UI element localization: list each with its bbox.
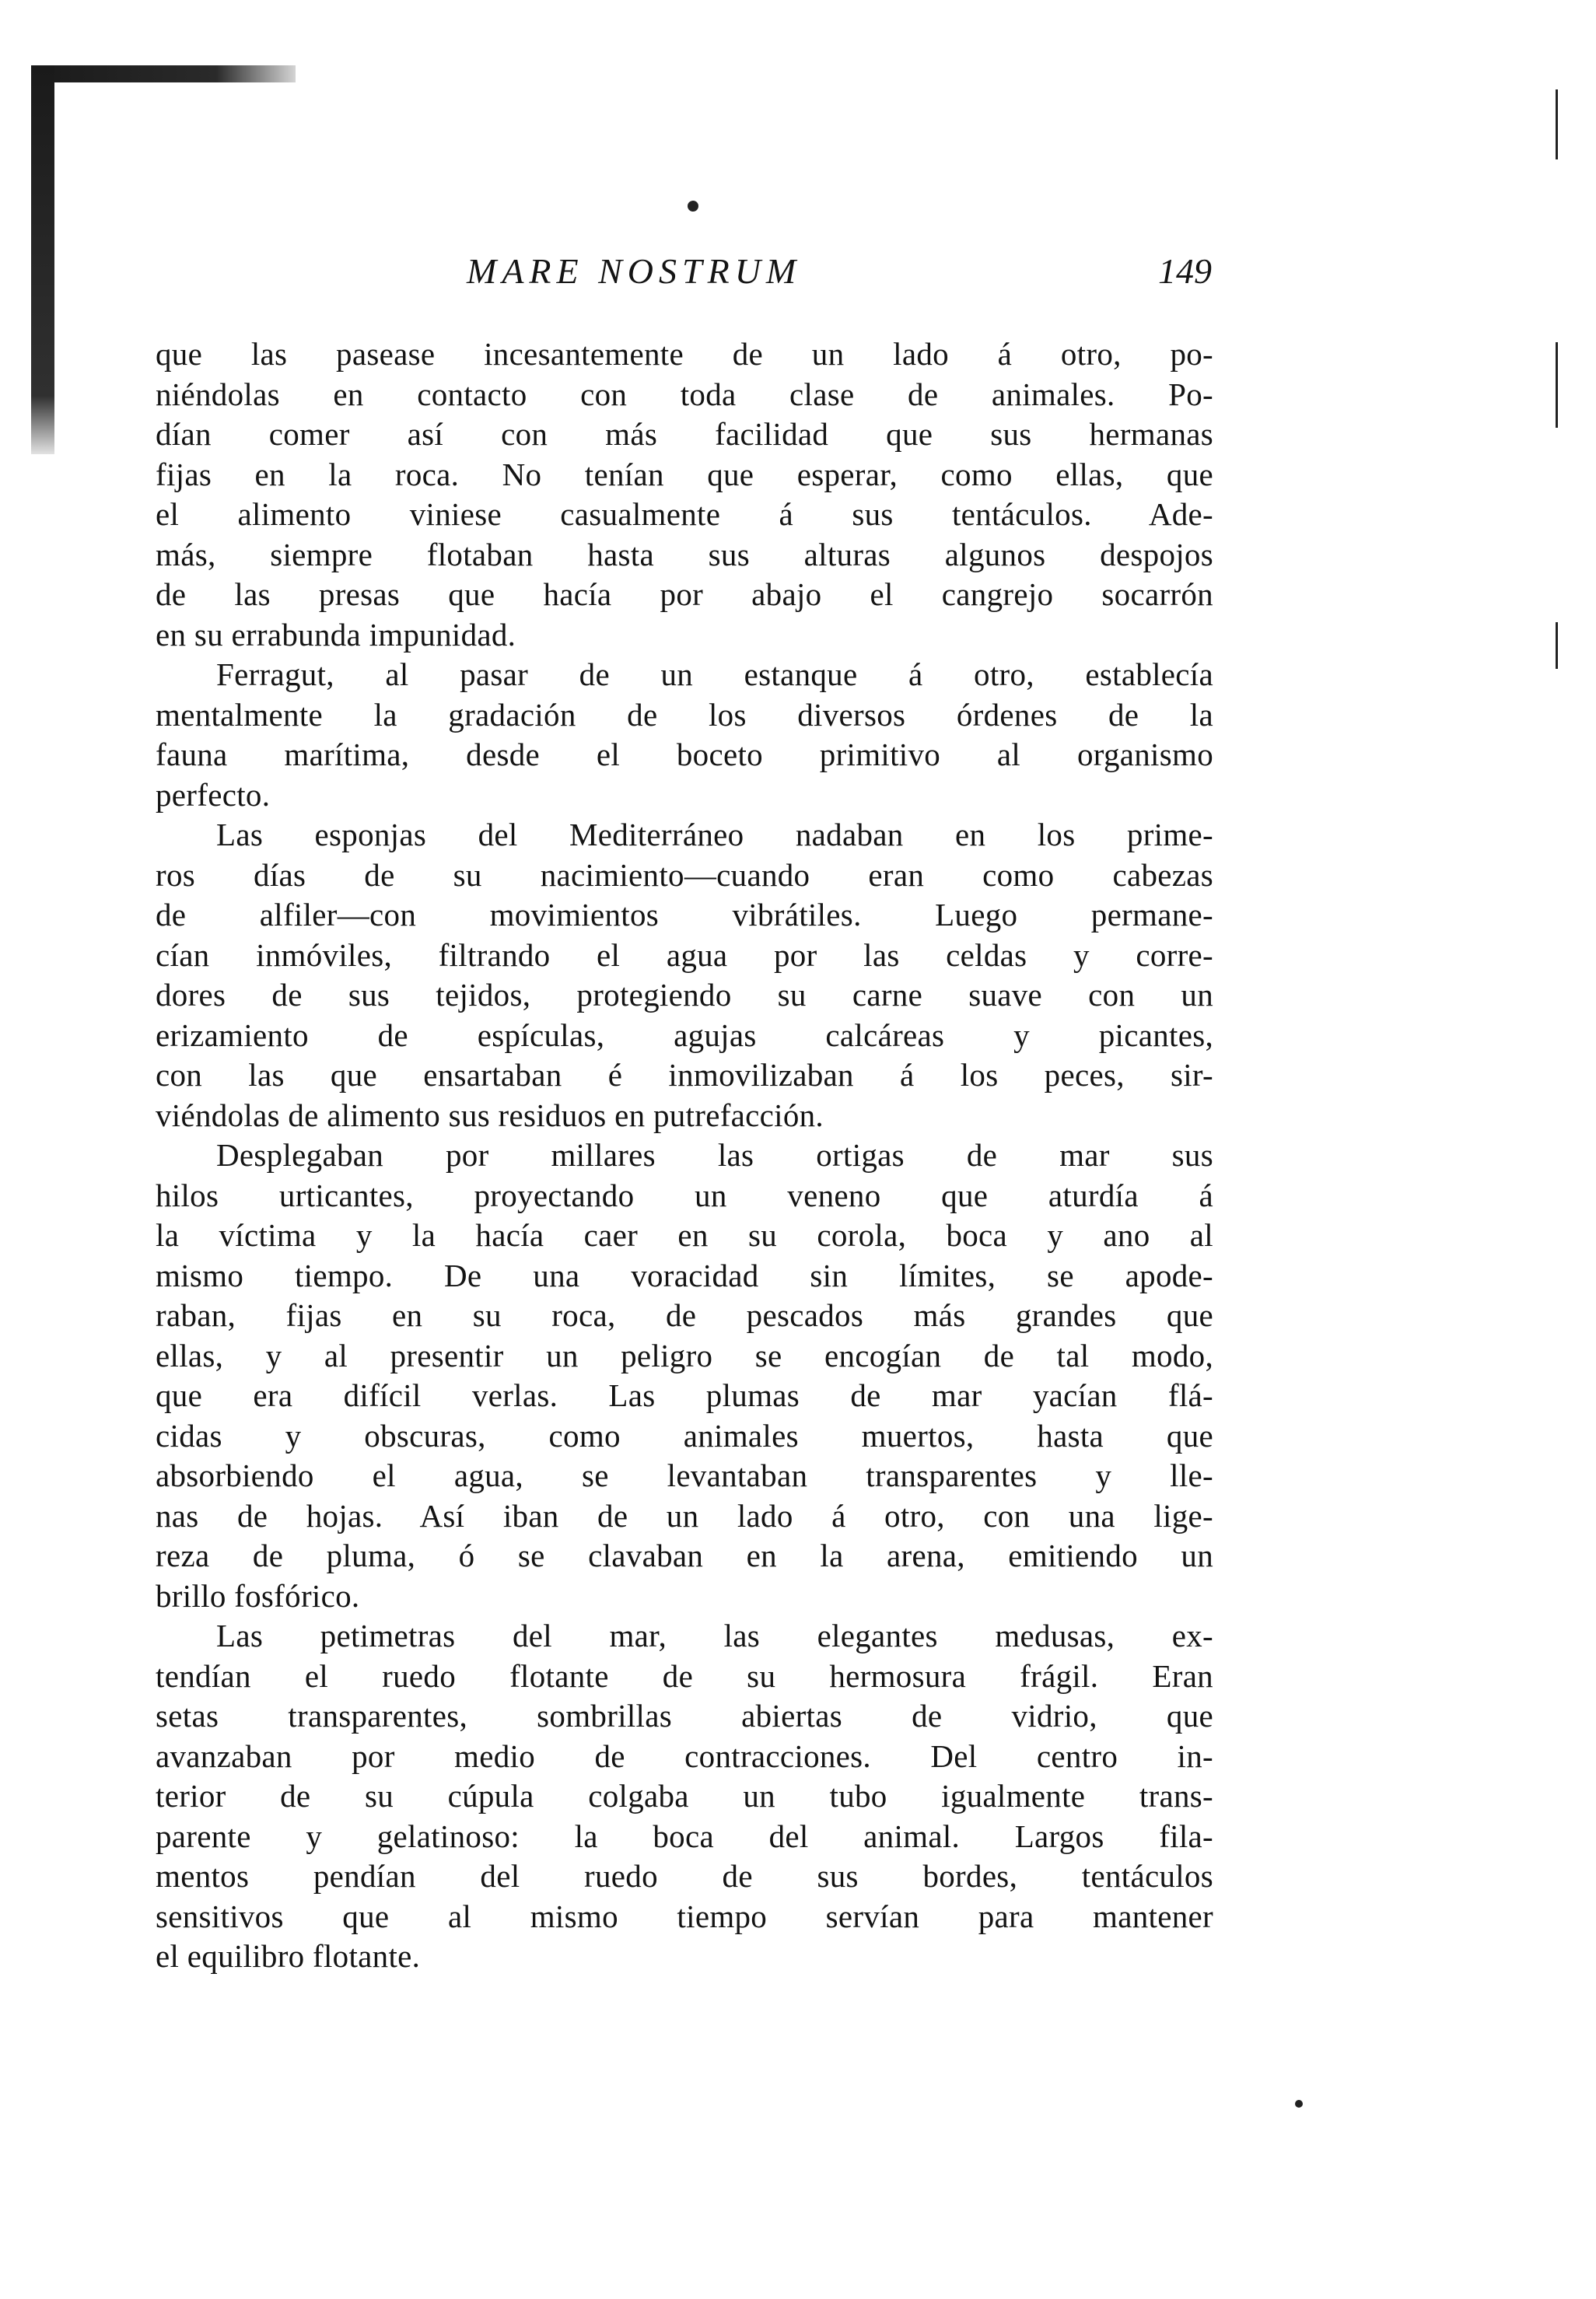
scan-mark-right-top [1556,89,1558,159]
text-line: nas de hojas. Así iban de un lado á otro, con una lige- [156,1497,1213,1534]
running-head [156,250,1221,297]
text-line: sensitivos que al mismo tiempo servían para mantener [156,1898,1213,1934]
text-line: dores de sus tejidos, protegiendo su carne suave con un [156,977,1213,1013]
text-line: Desplegaban por millares las ortigas de mar sus [216,1137,1213,1173]
text-line: el alimento viniese casualmente á sus tentáculos. Ade- [156,496,1213,532]
text-line: más, siempre flotaban hasta sus alturas algunos despojos [156,536,1213,572]
text-line: raban, fijas en su roca, de pescados más grandes que [156,1297,1213,1333]
text-line: fauna marítima, desde el boceto primitivo al organismo [156,737,1213,772]
scan-edge-top [31,65,296,82]
paragraph [156,1136,1213,1616]
text-line: brillo fosfórico. [156,1577,360,1614]
text-line: dían comer así con más facilidad que sus hermanas [156,416,1213,452]
text-line: en su errabunda impunidad. [156,616,516,653]
text-line: mismo tiempo. De una voracidad sin límites, se apode- [156,1257,1213,1293]
ink-speck-header [688,201,698,212]
text-line: perfecto. [156,776,271,813]
text-line: Las esponjas del Mediterráneo nadaban en los prime- [216,817,1213,852]
text-line: ellas, y al presentir un peligro se encogían de tal modo, [156,1337,1213,1373]
running-title: MARE NOSTRUM [467,251,802,291]
text-line: cidas y obscuras, como animales muertos, hasta que [156,1417,1213,1454]
text-line: la víctima y la hacía caer en su corola, boca y ano al [156,1217,1213,1253]
page-number: 149 [1158,251,1212,291]
text-line: absorbiendo el agua, se levantaban transparentes y lle- [156,1457,1213,1493]
text-line: avanzaban por medio de contracciones. Del centro in- [156,1737,1213,1774]
scan-mark-right-middle [1556,342,1558,428]
text-line: mentos pendían del ruedo de sus bordes, tentáculos [156,1858,1213,1894]
text-line: Las petimetras del mar, las elegantes medusas, ex- [216,1618,1213,1653]
text-line: Ferragut, al pasar de un estanque á otro, establecía [216,656,1213,692]
text-line: terior de su cúpula colgaba un tubo igualmente trans- [156,1778,1213,1814]
text-line: fijas en la roca. No tenían que esperar, como ellas, que [156,456,1213,492]
paragraph [156,1616,1213,1977]
text-line: tendían el ruedo flotante de su hermosura frágil. Eran [156,1657,1213,1694]
scan-edge-left [31,65,54,454]
text-line: mentalmente la gradación de los diversos órdenes de la [156,696,1213,733]
paragraph [156,815,1213,1136]
paragraph [156,655,1213,815]
text-line: que era difícil verlas. Las plumas de mar yacían flá- [156,1377,1213,1413]
text-line: que las pasease incesantemente de un lado á otro, po- [156,336,1213,372]
text-line: de las presas que hacía por abajo el cangrejo socarrón [156,576,1213,612]
text-line: el equilibro flotante. [156,1938,421,1974]
text-line: viéndolas de alimento sus residuos en putrefacción. [156,1097,824,1133]
text-line: con las que ensartaban é inmovilizaban á los peces, sir- [156,1057,1213,1093]
text-line: erizamiento de espículas, agujas calcáreas y picantes, [156,1017,1213,1053]
ink-speck-bottom [1295,2100,1303,2108]
text-line: de alfiler—con movimientos vibrátiles. Luego permane- [156,897,1213,933]
text-line: niéndolas en contacto con toda clase de animales. Po- [156,376,1213,412]
text-line: reza de pluma, ó se clavaban en la arena, emitiendo un [156,1538,1213,1573]
text-line: parente y gelatinoso: la boca del animal. Largos fila- [156,1818,1213,1854]
text-line: cían inmóviles, filtrando el agua por las celdas y corre- [156,936,1213,973]
page-text [156,334,1213,1977]
paragraph [156,334,1213,655]
scan-mark-right-lower [1556,622,1558,669]
text-line: ros días de su nacimiento—cuando eran como cabezas [156,856,1213,893]
text-line: setas transparentes, sombrillas abiertas de vidrio, que [156,1698,1213,1734]
text-line: hilos urticantes, proyectando un veneno que aturdía á [156,1177,1213,1213]
